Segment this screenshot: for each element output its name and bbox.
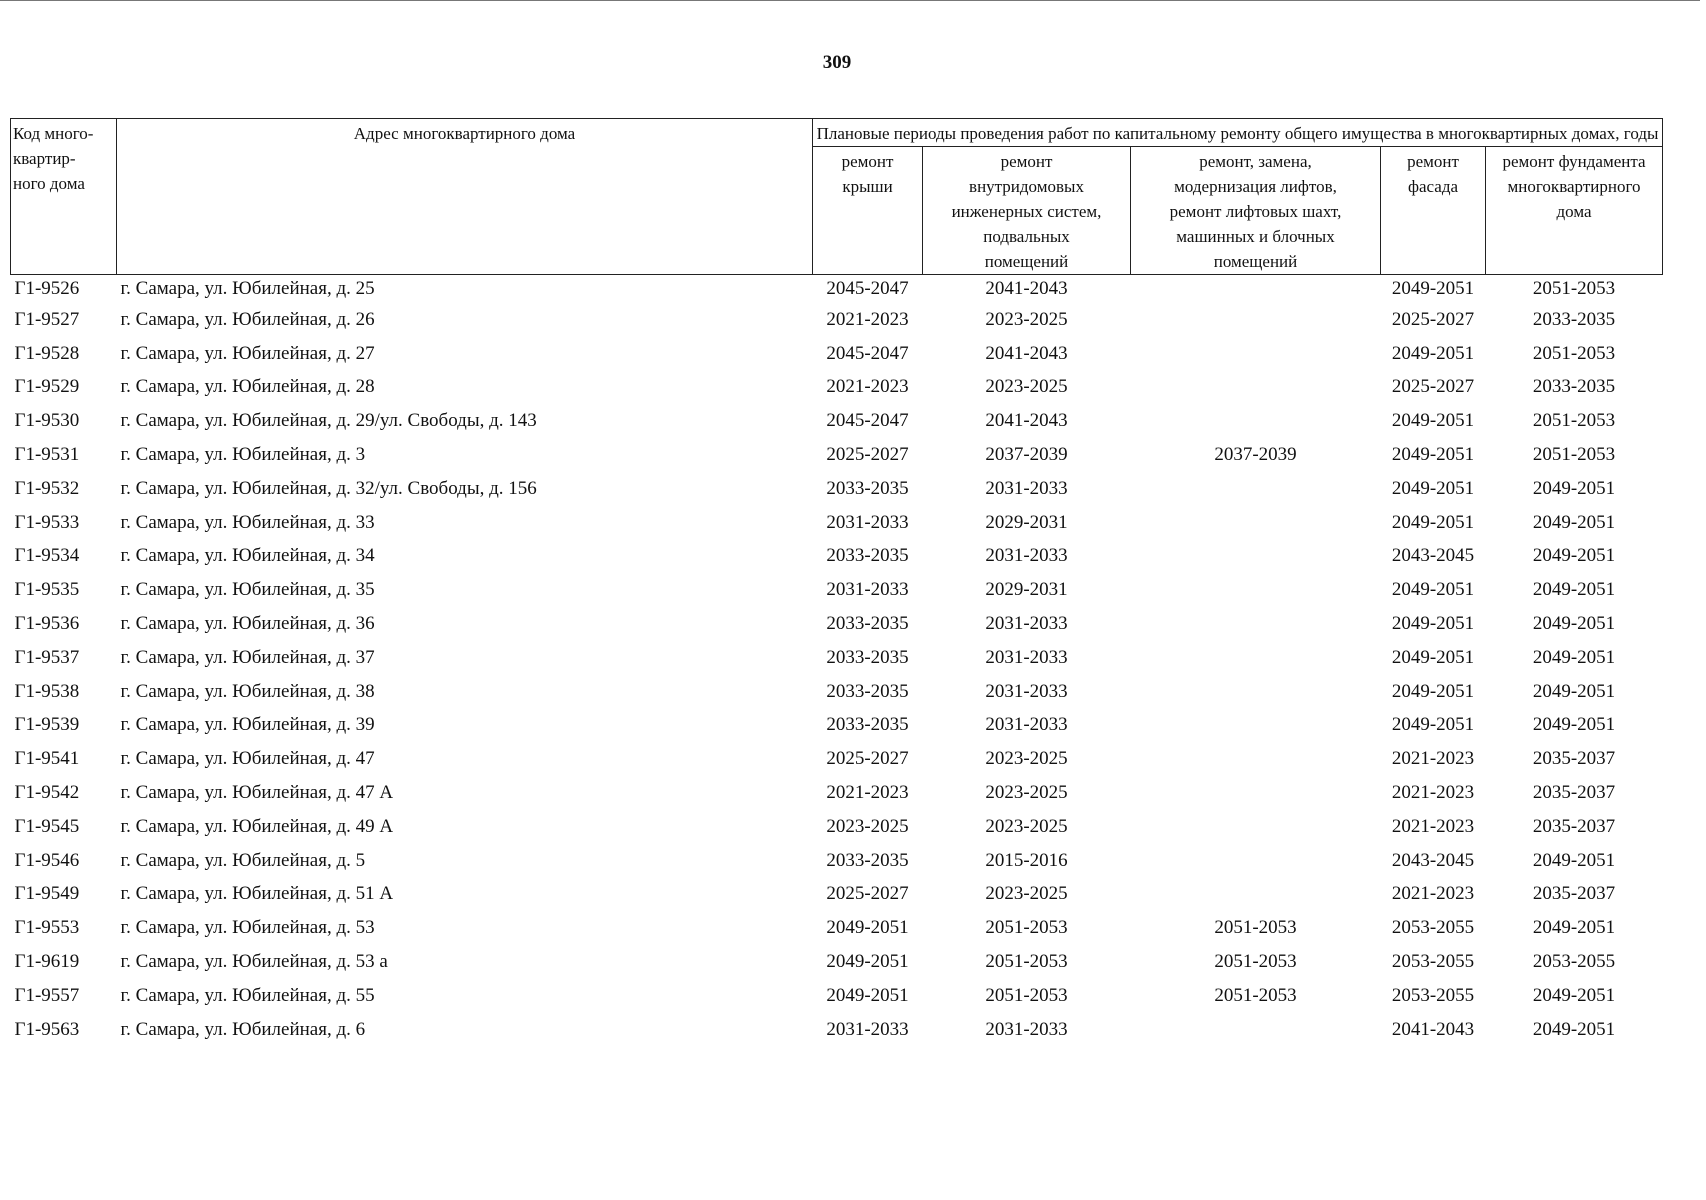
cell-foundation: 2049-2051 bbox=[1532, 613, 1616, 635]
cell-foundation: 2049-2051 bbox=[1532, 917, 1616, 939]
cell-facade: 2025-2027 bbox=[1391, 308, 1475, 330]
cell-address: г. Самара, ул. Юбилейная, д. 33 bbox=[120, 511, 375, 533]
cell-roof: 2033-2035 bbox=[826, 545, 909, 567]
cell-address: г. Самара, ул. Юбилейная, д. 37 bbox=[120, 646, 375, 668]
cell-foundation: 2051-2053 bbox=[1532, 342, 1616, 364]
cell-roof: 2033-2035 bbox=[826, 680, 909, 702]
cell-roof: 2033-2035 bbox=[826, 714, 909, 736]
cell-address: г. Самара, ул. Юбилейная, д. 25 bbox=[120, 278, 375, 299]
cell-facade: 2049-2051 bbox=[1391, 342, 1475, 364]
cell-code: Г1-9530 bbox=[14, 410, 80, 432]
cell-lifts: 2051-2053 bbox=[1214, 951, 1297, 973]
cell-roof: 2023-2025 bbox=[826, 815, 909, 837]
cell-foundation: 2049-2051 bbox=[1532, 477, 1616, 499]
table-row bbox=[11, 709, 1663, 743]
cell-roof: 2045-2047 bbox=[826, 278, 909, 299]
cell-foundation: 2035-2037 bbox=[1532, 883, 1616, 905]
cell-facade: 2021-2023 bbox=[1391, 748, 1475, 770]
cell-lifts: 2037-2039 bbox=[1214, 444, 1297, 466]
cell-code: Г1-9534 bbox=[14, 545, 80, 567]
table-row bbox=[11, 742, 1663, 776]
cell-lifts bbox=[1131, 878, 1381, 912]
cell-foundation: 2049-2051 bbox=[1532, 714, 1616, 736]
cell-engineering: 2029-2031 bbox=[985, 579, 1068, 601]
cell-code: Г1-9528 bbox=[14, 342, 80, 364]
cell-lifts bbox=[1131, 776, 1381, 810]
header-engineering: ремонт внутридомовых инженерных систем, подвальных помещений bbox=[923, 147, 1131, 275]
cell-lifts bbox=[1131, 641, 1381, 675]
cell-address: г. Самара, ул. Юбилейная, д. 5 bbox=[120, 849, 366, 871]
cell-facade: 2049-2051 bbox=[1391, 680, 1475, 702]
cell-foundation: 2033-2035 bbox=[1532, 308, 1616, 330]
cell-facade: 2049-2051 bbox=[1391, 511, 1475, 533]
header-lifts: ремонт, замена, модернизация лифтов, ремонт лифтовых шахт, машинных и блочных помещений bbox=[1131, 147, 1381, 275]
cell-roof: 2021-2023 bbox=[826, 308, 909, 330]
cell-address: г. Самара, ул. Юбилейная, д. 35 bbox=[120, 579, 375, 601]
cell-engineering: 2037-2039 bbox=[985, 444, 1068, 466]
cell-foundation: 2033-2035 bbox=[1532, 376, 1616, 398]
cell-roof: 2033-2035 bbox=[826, 646, 909, 668]
cell-lifts bbox=[1131, 1013, 1381, 1047]
cell-code: Г1-9541 bbox=[14, 748, 80, 770]
capital-repair-table bbox=[10, 118, 1663, 1047]
cell-foundation: 2049-2051 bbox=[1532, 511, 1616, 533]
header-facade: ремонт фасада bbox=[1381, 147, 1486, 275]
header-roof: ремонт крыши bbox=[813, 147, 923, 275]
table-row bbox=[11, 573, 1663, 607]
cell-facade: 2049-2051 bbox=[1391, 444, 1475, 466]
cell-engineering: 2031-2033 bbox=[985, 1018, 1068, 1040]
cell-foundation: 2049-2051 bbox=[1532, 579, 1616, 601]
cell-engineering: 2051-2053 bbox=[985, 984, 1068, 1006]
cell-roof: 2031-2033 bbox=[826, 1018, 909, 1040]
cell-engineering: 2015-2016 bbox=[985, 849, 1068, 871]
cell-roof: 2049-2051 bbox=[826, 984, 909, 1006]
cell-facade: 2025-2027 bbox=[1391, 376, 1475, 398]
cell-lifts bbox=[1131, 303, 1381, 337]
cell-roof: 2049-2051 bbox=[826, 951, 909, 973]
cell-address: г. Самара, ул. Юбилейная, д. 29/ул. Свободы, д. 143 bbox=[120, 410, 537, 432]
cell-lifts bbox=[1131, 275, 1381, 304]
cell-address: г. Самара, ул. Юбилейная, д. 26 bbox=[120, 308, 375, 330]
cell-address: г. Самара, ул. Юбилейная, д. 3 bbox=[120, 444, 366, 466]
cell-lifts bbox=[1131, 844, 1381, 878]
cell-foundation: 2049-2051 bbox=[1532, 646, 1616, 668]
cell-code: Г1-9542 bbox=[14, 782, 80, 804]
table-row bbox=[11, 878, 1663, 912]
cell-lifts bbox=[1131, 675, 1381, 709]
cell-lifts bbox=[1131, 337, 1381, 371]
table-row bbox=[11, 675, 1663, 709]
cell-roof: 2033-2035 bbox=[826, 849, 909, 871]
cell-lifts bbox=[1131, 607, 1381, 641]
cell-code: Г1-9563 bbox=[14, 1018, 80, 1040]
cell-foundation: 2035-2037 bbox=[1532, 815, 1616, 837]
table-body bbox=[11, 275, 1663, 1047]
cell-code: Г1-9532 bbox=[14, 477, 80, 499]
cell-roof: 2025-2027 bbox=[826, 444, 909, 466]
cell-facade: 2049-2051 bbox=[1391, 278, 1475, 299]
table-row bbox=[11, 810, 1663, 844]
table-row bbox=[11, 506, 1663, 540]
cell-engineering: 2031-2033 bbox=[985, 680, 1068, 702]
table-row bbox=[11, 303, 1663, 337]
cell-code: Г1-9537 bbox=[14, 646, 80, 668]
cell-lifts bbox=[1131, 810, 1381, 844]
table-row bbox=[11, 275, 1663, 304]
cell-lifts bbox=[1131, 472, 1381, 506]
cell-facade: 2049-2051 bbox=[1391, 410, 1475, 432]
cell-facade: 2049-2051 bbox=[1391, 477, 1475, 499]
cell-lifts bbox=[1131, 742, 1381, 776]
cell-facade: 2053-2055 bbox=[1391, 951, 1475, 973]
cell-engineering: 2041-2043 bbox=[985, 342, 1068, 364]
table-row bbox=[11, 607, 1663, 641]
cell-foundation: 2035-2037 bbox=[1532, 782, 1616, 804]
cell-roof: 2045-2047 bbox=[826, 342, 909, 364]
cell-code: Г1-9538 bbox=[14, 680, 80, 702]
cell-roof: 2033-2035 bbox=[826, 613, 909, 635]
cell-code: Г1-9549 bbox=[14, 883, 80, 905]
cell-address: г. Самара, ул. Юбилейная, д. 34 bbox=[120, 545, 375, 567]
cell-lifts bbox=[1131, 709, 1381, 743]
cell-code: Г1-9619 bbox=[14, 951, 80, 973]
page-number: 309 bbox=[822, 52, 852, 73]
cell-facade: 2021-2023 bbox=[1391, 815, 1475, 837]
cell-foundation: 2035-2037 bbox=[1532, 748, 1616, 770]
cell-address: г. Самара, ул. Юбилейная, д. 36 bbox=[120, 613, 375, 635]
cell-code: Г1-9536 bbox=[14, 613, 80, 635]
cell-facade: 2053-2055 bbox=[1391, 984, 1475, 1006]
cell-facade: 2043-2045 bbox=[1391, 545, 1475, 567]
cell-facade: 2049-2051 bbox=[1391, 579, 1475, 601]
cell-facade: 2049-2051 bbox=[1391, 714, 1475, 736]
cell-roof: 2033-2035 bbox=[826, 477, 909, 499]
cell-address: г. Самара, ул. Юбилейная, д. 32/ул. Свободы, д. 156 bbox=[120, 477, 537, 499]
cell-foundation: 2051-2053 bbox=[1532, 444, 1616, 466]
header-periods-group: Плановые периоды проведения работ по капитальному ремонту общего имущества в многоквартирных домах, годы bbox=[813, 119, 1663, 147]
table-row bbox=[11, 1013, 1663, 1047]
cell-code: Г1-9531 bbox=[14, 444, 80, 466]
cell-facade: 2021-2023 bbox=[1391, 782, 1475, 804]
cell-foundation: 2049-2051 bbox=[1532, 984, 1616, 1006]
cell-address: г. Самара, ул. Юбилейная, д. 49 А bbox=[120, 815, 394, 837]
cell-code: Г1-9529 bbox=[14, 376, 80, 398]
cell-code: Г1-9539 bbox=[14, 714, 80, 736]
cell-lifts: 2051-2053 bbox=[1214, 984, 1297, 1006]
cell-address: г. Самара, ул. Юбилейная, д. 27 bbox=[120, 342, 375, 364]
cell-engineering: 2031-2033 bbox=[985, 646, 1068, 668]
cell-engineering: 2023-2025 bbox=[985, 308, 1068, 330]
cell-engineering: 2023-2025 bbox=[985, 815, 1068, 837]
cell-foundation: 2049-2051 bbox=[1532, 849, 1616, 871]
cell-engineering: 2031-2033 bbox=[985, 545, 1068, 567]
cell-engineering: 2031-2033 bbox=[985, 613, 1068, 635]
cell-facade: 2043-2045 bbox=[1391, 849, 1475, 871]
cell-engineering: 2023-2025 bbox=[985, 883, 1068, 905]
header-foundation: ремонт фундамента многоквартирного дома bbox=[1486, 147, 1663, 275]
cell-address: г. Самара, ул. Юбилейная, д. 53 а bbox=[120, 951, 388, 973]
cell-address: г. Самара, ул. Юбилейная, д. 51 А bbox=[120, 883, 394, 905]
cell-engineering: 2023-2025 bbox=[985, 748, 1068, 770]
cell-engineering: 2023-2025 bbox=[985, 376, 1068, 398]
cell-facade: 2049-2051 bbox=[1391, 646, 1475, 668]
cell-roof: 2031-2033 bbox=[826, 511, 909, 533]
header-code: Код много- квартир- ного дома bbox=[11, 119, 117, 275]
cell-roof: 2025-2027 bbox=[826, 883, 909, 905]
cell-engineering: 2029-2031 bbox=[985, 511, 1068, 533]
cell-roof: 2045-2047 bbox=[826, 410, 909, 432]
cell-address: г. Самара, ул. Юбилейная, д. 38 bbox=[120, 680, 375, 702]
cell-foundation: 2049-2051 bbox=[1532, 1018, 1616, 1040]
cell-roof: 2021-2023 bbox=[826, 782, 909, 804]
cell-code: Г1-9533 bbox=[14, 511, 80, 533]
cell-engineering: 2051-2053 bbox=[985, 951, 1068, 973]
cell-lifts bbox=[1131, 540, 1381, 574]
table-row bbox=[11, 371, 1663, 405]
cell-lifts bbox=[1131, 371, 1381, 405]
cell-facade: 2049-2051 bbox=[1391, 613, 1475, 635]
cell-foundation: 2051-2053 bbox=[1532, 410, 1616, 432]
cell-engineering: 2031-2033 bbox=[985, 714, 1068, 736]
table-row bbox=[11, 979, 1663, 1013]
table-row bbox=[11, 776, 1663, 810]
table-row bbox=[11, 472, 1663, 506]
cell-code: Г1-9546 bbox=[14, 849, 80, 871]
cell-facade: 2053-2055 bbox=[1391, 917, 1475, 939]
table-row bbox=[11, 540, 1663, 574]
cell-code: Г1-9527 bbox=[14, 308, 80, 330]
cell-roof: 2049-2051 bbox=[826, 917, 909, 939]
cell-address: г. Самара, ул. Юбилейная, д. 47 bbox=[120, 748, 375, 770]
cell-engineering: 2041-2043 bbox=[985, 278, 1068, 299]
cell-engineering: 2031-2033 bbox=[985, 477, 1068, 499]
cell-roof: 2031-2033 bbox=[826, 579, 909, 601]
cell-foundation: 2053-2055 bbox=[1532, 951, 1616, 973]
header-row-top bbox=[11, 119, 1663, 147]
cell-code: Г1-9526 bbox=[14, 278, 80, 299]
cell-lifts bbox=[1131, 573, 1381, 607]
table-row bbox=[11, 641, 1663, 675]
cell-engineering: 2041-2043 bbox=[985, 410, 1068, 432]
cell-lifts bbox=[1131, 506, 1381, 540]
cell-code: Г1-9553 bbox=[14, 917, 80, 939]
cell-facade: 2021-2023 bbox=[1391, 883, 1475, 905]
cell-code: Г1-9545 bbox=[14, 815, 80, 837]
table-row bbox=[11, 911, 1663, 945]
table-row bbox=[11, 337, 1663, 371]
header-address: Адрес многоквартирного дома bbox=[117, 119, 813, 275]
table-row bbox=[11, 844, 1663, 878]
cell-code: Г1-9557 bbox=[14, 984, 80, 1006]
cell-roof: 2025-2027 bbox=[826, 748, 909, 770]
cell-address: г. Самара, ул. Юбилейная, д. 6 bbox=[120, 1018, 366, 1040]
table-row bbox=[11, 438, 1663, 472]
cell-address: г. Самара, ул. Юбилейная, д. 28 bbox=[120, 376, 375, 398]
cell-foundation: 2049-2051 bbox=[1532, 680, 1616, 702]
cell-lifts: 2051-2053 bbox=[1214, 917, 1297, 939]
top-rule bbox=[0, 0, 1700, 1]
cell-foundation: 2051-2053 bbox=[1532, 278, 1616, 299]
cell-foundation: 2049-2051 bbox=[1532, 545, 1616, 567]
cell-address: г. Самара, ул. Юбилейная, д. 53 bbox=[120, 917, 375, 939]
table-row bbox=[11, 945, 1663, 979]
cell-roof: 2021-2023 bbox=[826, 376, 909, 398]
cell-facade: 2041-2043 bbox=[1391, 1018, 1475, 1040]
cell-engineering: 2051-2053 bbox=[985, 917, 1068, 939]
cell-code: Г1-9535 bbox=[14, 579, 80, 601]
cell-address: г. Самара, ул. Юбилейная, д. 39 bbox=[120, 714, 375, 736]
table-row bbox=[11, 404, 1663, 438]
cell-lifts bbox=[1131, 404, 1381, 438]
cell-engineering: 2023-2025 bbox=[985, 782, 1068, 804]
cell-address: г. Самара, ул. Юбилейная, д. 55 bbox=[120, 984, 375, 1006]
cell-address: г. Самара, ул. Юбилейная, д. 47 А bbox=[120, 782, 394, 804]
